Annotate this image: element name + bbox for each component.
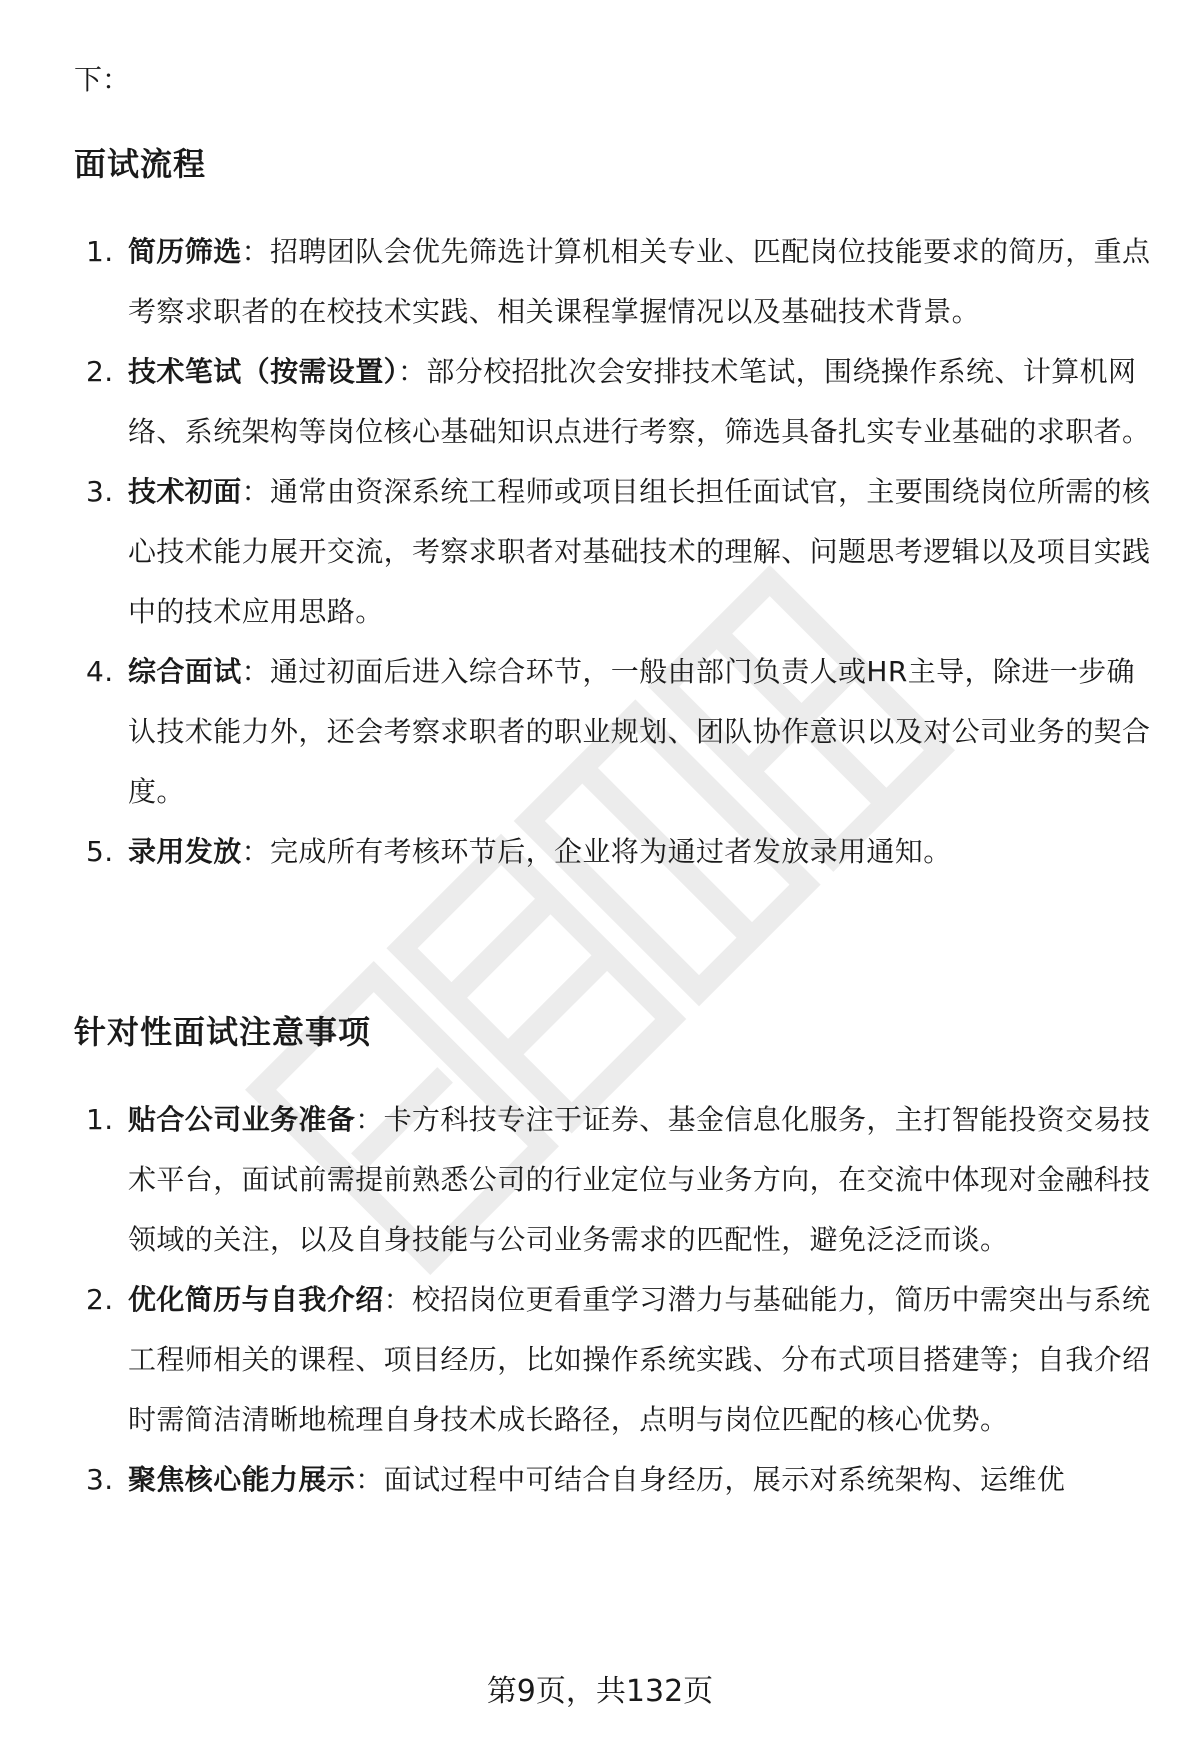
list-term: 综合面试 bbox=[128, 655, 242, 688]
list-number: 1. bbox=[86, 235, 114, 268]
list-text: ：通常由资深系统工程师或项目组长担任面试官，主要围绕岗位所需的核心技术能力展开交流，考察求职者对基础技术的理解、问题思考逻辑以及项目实践中的技术应用思路。 bbox=[128, 475, 1151, 628]
list-number: 4. bbox=[86, 655, 114, 688]
list-item bbox=[74, 642, 1154, 822]
list-number: 2. bbox=[86, 355, 114, 388]
section-title-interview-tips: 针对性面试注意事项 bbox=[74, 1013, 372, 1051]
list-number: 3. bbox=[86, 1463, 114, 1496]
lead-text: 下： bbox=[74, 63, 131, 96]
list-text: ：部分校招批次会安排技术笔试，围绕操作系统、计算机网络、系统架构等岗位核心基础知识点进行考察，筛选具备扎实专业基础的求职者。 bbox=[128, 355, 1151, 448]
list-text: ：招聘团队会优先筛选计算机相关专业、匹配岗位技能要求的简历，重点考察求职者的在校技术实践、相关课程掌握情况以及基础技术背景。 bbox=[128, 235, 1151, 328]
list-text: ：面试过程中可结合自身经历，展示对系统架构、运维优 bbox=[355, 1463, 1066, 1496]
list-number: 2. bbox=[86, 1283, 114, 1316]
list-term: 贴合公司业务准备 bbox=[128, 1103, 356, 1136]
list-item bbox=[74, 342, 1154, 462]
list-item bbox=[74, 462, 1154, 642]
list-text: ：校招岗位更看重学习潜力与基础能力，简历中需突出与系统工程师相关的课程、项目经历，比如操作系统实践、分布式项目搭建等；自我介绍时需简洁清晰地梳理自身技术成长路径，点明与岗位匹配的核心优势。 bbox=[128, 1283, 1151, 1436]
list-number: 1. bbox=[86, 1103, 114, 1136]
list-number: 3. bbox=[86, 475, 114, 508]
list-term: 录用发放 bbox=[128, 835, 242, 868]
list-item bbox=[74, 222, 1154, 342]
list-text: ：完成所有考核环节后，企业将为通过者发放录用通知。 bbox=[241, 835, 952, 868]
list-text: ：卡方科技专注于证券、基金信息化服务，主打智能投资交易技术平台，面试前需提前熟悉公司的行业定位与业务方向，在交流中体现对金融科技领域的关注，以及自身技能与公司业务需求的匹配性，避免泛泛而谈。 bbox=[128, 1103, 1151, 1256]
list-term: 优化简历与自我介绍 bbox=[128, 1283, 384, 1316]
section-title-interview-process: 面试流程 bbox=[74, 145, 207, 183]
list-item bbox=[74, 1270, 1154, 1450]
page-number-footer: 第9页，共132页 bbox=[486, 1674, 714, 1709]
list-term: 简历筛选 bbox=[128, 235, 242, 268]
list-number: 5. bbox=[86, 835, 114, 868]
list-term: 技术笔试（按需设置） bbox=[128, 355, 399, 388]
interview-process-list bbox=[74, 222, 1154, 882]
list-item bbox=[74, 822, 1154, 882]
list-text: ：通过初面后进入综合环节，一般由部门负责人或HR主导，除进一步确认技术能力外，还会考察求职者的职业规划、团队协作意识以及对公司业务的契合度。 bbox=[128, 655, 1151, 808]
list-item bbox=[74, 1450, 1154, 1510]
list-term: 技术初面 bbox=[128, 475, 242, 508]
list-item bbox=[74, 1090, 1154, 1270]
list-term: 聚焦核心能力展示 bbox=[128, 1463, 356, 1496]
interview-tips-list bbox=[74, 1090, 1154, 1510]
